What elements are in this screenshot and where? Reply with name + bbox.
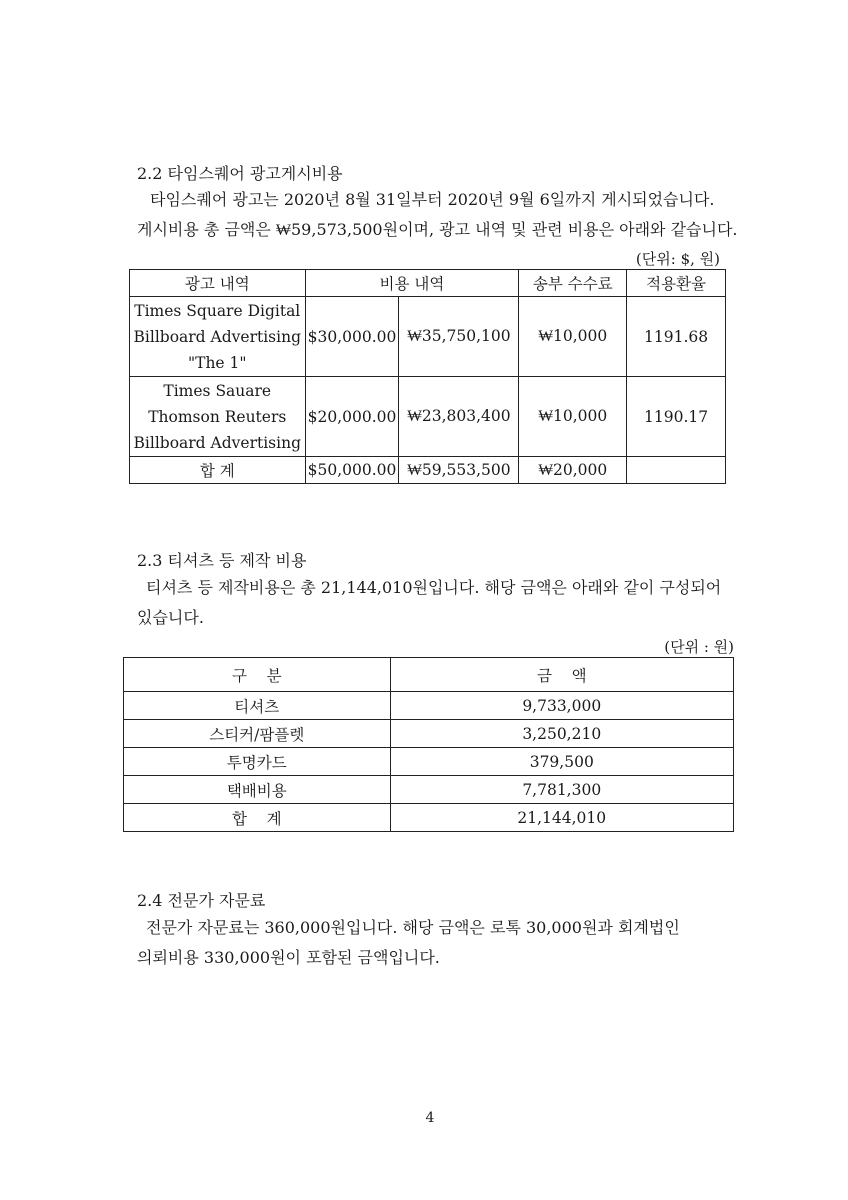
ad-row-1-usd: $30,000.00: [305, 297, 399, 377]
table-row: [124, 776, 734, 804]
section-2-2-unit: (단위: $, 원): [635, 250, 720, 268]
production-header-amount: 금 액: [390, 658, 733, 692]
ad-row-2-rate: 1190.17: [627, 377, 726, 457]
table-row: [130, 377, 726, 457]
ad-total-krw: ₩59,553,500: [399, 457, 519, 484]
table-row: [124, 720, 734, 748]
ad-row-2-fee: ₩10,000: [519, 377, 627, 457]
production-row-2-amount: 3,250,210: [390, 720, 733, 748]
ad-cost-table: [129, 269, 726, 484]
production-row-1-item: 티셔츠: [124, 692, 391, 720]
table-row: [124, 748, 734, 776]
production-row-4-amount: 7,781,300: [390, 776, 733, 804]
ad-row-1-desc-line1: Times Square Digital: [134, 301, 301, 320]
table-row: [124, 692, 734, 720]
production-row-3-item: 투명카드: [124, 748, 391, 776]
production-table-header-row: [124, 658, 734, 692]
production-cost-table: [123, 657, 734, 832]
table-row: [130, 297, 726, 377]
production-total-item: 합 계: [124, 804, 391, 832]
ad-row-1-desc-line2: Billboard Advertising: [133, 327, 301, 346]
ad-table-header-fee: 송부 수수료: [519, 270, 627, 297]
ad-row-2-desc-line3: Billboard Advertising: [133, 433, 301, 452]
section-2-3-para2: 있습니다.: [137, 608, 204, 627]
section-2-3-para1: 티셔츠 등 제작비용은 총 21,144,010원입니다. 해당 금액은 아래와 같이 구성되어: [146, 578, 722, 597]
section-2-4-para2: 의뢰비용 330,000원이 포함된 금액입니다.: [137, 948, 440, 967]
production-row-4-item: 택배비용: [124, 776, 391, 804]
section-2-2-para2: 게시비용 총 금액은 ₩59,573,500원이며, 광고 내역 및 관련 비용은 아래와 같습니다.: [137, 220, 738, 239]
section-2-4-heading: 2.4 전문가 자문료: [137, 891, 266, 910]
ad-total-rate: [627, 457, 726, 484]
page-number: 4: [425, 1110, 435, 1126]
ad-row-1-fee: ₩10,000: [519, 297, 627, 377]
ad-total-fee: ₩20,000: [519, 457, 627, 484]
section-2-3-unit: (단위 : 원): [664, 638, 734, 656]
production-row-1-amount: 9,733,000: [390, 692, 733, 720]
ad-table-header-row: [130, 270, 726, 297]
ad-row-1-krw: ₩35,750,100: [399, 297, 519, 377]
ad-row-1-desc: [130, 297, 306, 377]
production-table-total-row: [124, 804, 734, 832]
ad-row-1-rate: 1191.68: [627, 297, 726, 377]
ad-table-header-rate: 적용환율: [627, 270, 726, 297]
production-row-2-item: 스티커/팜플렛: [124, 720, 391, 748]
ad-total-label: 합 계: [130, 457, 306, 484]
ad-total-usd: $50,000.00: [305, 457, 399, 484]
section-2-2-para1: 타임스퀘어 광고는 2020년 8월 31일부터 2020년 9월 6일까지 게시되었습니다.: [150, 190, 715, 209]
production-header-item: 구 분: [124, 658, 391, 692]
ad-table-total-row: [130, 457, 726, 484]
ad-row-2-usd: $20,000.00: [305, 377, 399, 457]
production-total-amount: 21,144,010: [390, 804, 733, 832]
ad-row-2-desc-line1: Times Sauare: [163, 381, 272, 400]
ad-row-2-desc-line2: Thomson Reuters: [148, 407, 287, 426]
ad-row-2-krw: ₩23,803,400: [399, 377, 519, 457]
ad-table-header-cost: 비용 내역: [305, 270, 519, 297]
section-2-4-para1: 전문가 자문료는 360,000원입니다. 해당 금액은 로톡 30,000원과 회계법인: [146, 918, 680, 937]
ad-row-1-desc-line3: "The 1": [187, 353, 247, 372]
section-2-3-heading: 2.3 티셔츠 등 제작 비용: [137, 551, 307, 570]
production-row-3-amount: 379,500: [390, 748, 733, 776]
ad-row-2-desc: [130, 377, 306, 457]
section-2-2-heading: 2.2 타임스퀘어 광고게시비용: [137, 164, 343, 183]
ad-table-header-desc: 광고 내역: [130, 270, 306, 297]
